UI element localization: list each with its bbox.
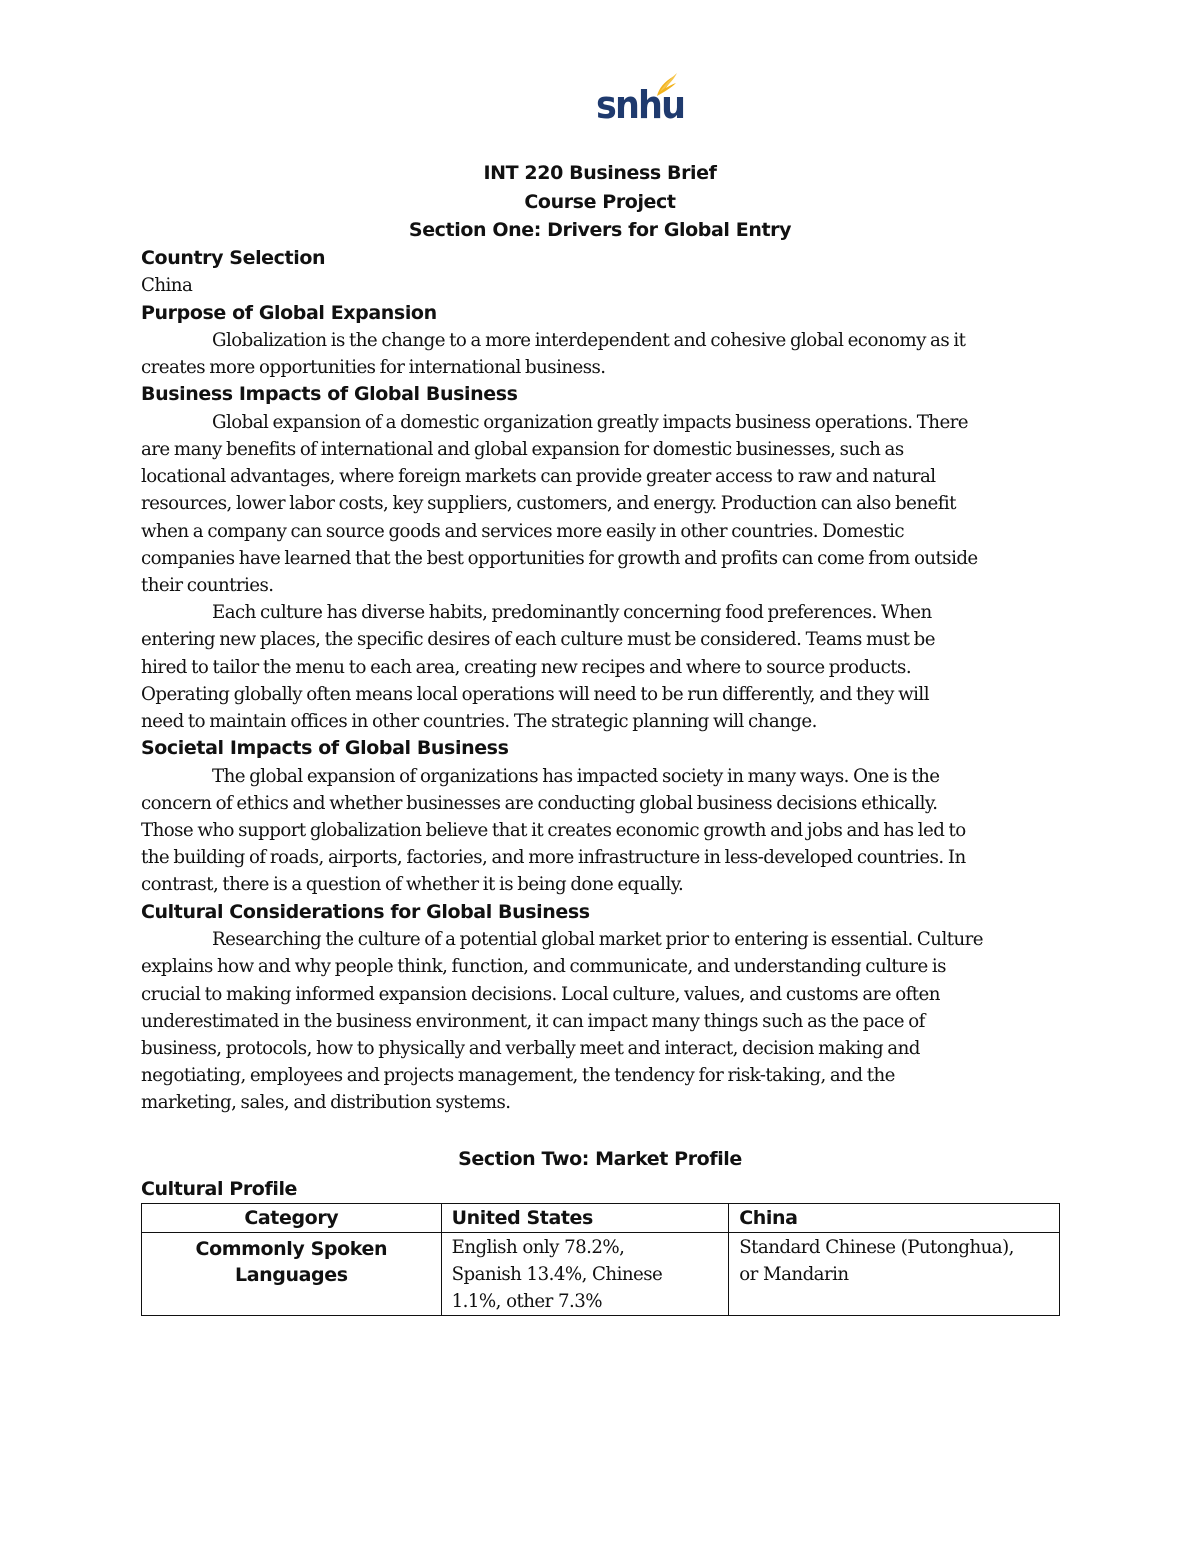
cell-line: or Mandarin: [739, 1263, 849, 1285]
column-header-category: Category: [142, 1204, 442, 1233]
document-header: [141, 159, 1059, 245]
purpose-paragraph: [141, 327, 1059, 381]
section-one-body: [141, 245, 1059, 1117]
paragraph-line: resources, lower labor costs, key suppliers, customers, and energy. Production can also benefit: [141, 493, 956, 515]
section-two-title: Section Two: Market Profile: [458, 1148, 742, 1170]
paragraph-line: are many benefits of international and global expansion for domestic businesses, such as: [141, 439, 904, 461]
cultural-profile-heading: Cultural Profile: [141, 1178, 298, 1200]
paragraph-line: their countries.: [141, 575, 274, 597]
cell-line: Spanish 13.4%, Chinese: [451, 1263, 663, 1285]
column-header-china: China: [729, 1204, 1060, 1233]
paragraph-line: concern of ethics and whether businesses are conducting global business decisions ethically.: [141, 792, 938, 814]
table-row: [142, 1233, 1060, 1316]
united-states-cell: [441, 1233, 729, 1316]
paragraph-line: business, protocols, how to physically and verbally meet and interact, decision making and: [141, 1037, 920, 1059]
snhu-logo: [596, 72, 686, 132]
paragraph-line: entering new places, the specific desires of each culture must be considered. Teams must be: [141, 629, 935, 651]
paragraph-line: need to maintain offices in other countries. The strategic planning will change.: [141, 711, 817, 733]
paragraph-line: hired to tailor the menu to each area, creating new recipes and where to source products.: [141, 656, 912, 678]
cell-line: Standard Chinese (Putonghua),: [739, 1237, 1014, 1258]
cell-line: Languages: [235, 1264, 348, 1286]
paragraph-line: explains how and why people think, function, and communicate, and understanding culture is: [141, 956, 946, 978]
logo-wordmark: snhu: [596, 83, 685, 127]
business-impacts-paragraph-1: [141, 409, 1059, 599]
paragraph-line: Those who support globalization believe that it creates economic growth and jobs and has led to: [141, 820, 966, 842]
cell-line: Commonly Spoken: [195, 1238, 388, 1260]
paragraph-line: marketing, sales, and distribution systems.: [141, 1092, 511, 1114]
country-selection-value: China: [141, 275, 193, 297]
table-header-row: [142, 1204, 1060, 1233]
paragraph-line: crucial to making informed expansion decisions. Local culture, values, and customs are often: [141, 983, 940, 1005]
paragraph-line: Operating globally often means local operations will need to be run differently, and they will: [141, 683, 929, 705]
course-title: INT 220 Business Brief: [483, 162, 717, 184]
paragraph-line: companies have learned that the best opportunities for growth and profits can come from outside: [141, 547, 978, 569]
paragraph-line: when a company can source goods and services more easily in other countries. Domestic: [141, 520, 905, 542]
societal-impacts-heading: Societal Impacts of Global Business: [141, 737, 509, 760]
cultural-profile-table: [141, 1203, 1060, 1316]
paragraph-line: Researching the culture of a potential global market prior to entering is essential. Culture: [212, 929, 984, 951]
category-cell: [142, 1233, 442, 1316]
paragraph-line: negotiating, employees and projects management, the tendency for risk-taking, and the: [141, 1065, 895, 1087]
cultural-considerations-heading: Cultural Considerations for Global Business: [141, 900, 590, 923]
china-cell: [729, 1233, 1060, 1316]
purpose-line: creates more opportunities for international business.: [141, 357, 606, 379]
paragraph-line: Global expansion of a domestic organization greatly impacts business operations. There: [212, 411, 969, 433]
cell-line: English only 78.2%,: [451, 1237, 625, 1258]
project-title: Course Project: [524, 190, 676, 213]
paragraph-line: the building of roads, airports, factories, and more infrastructure in less-developed countries. In: [141, 847, 966, 869]
paragraph-line: The global expansion of organizations has impacted society in many ways. One is the: [212, 765, 940, 787]
paragraph-line: underestimated in the business environment, it can impact many things such as the pace of: [141, 1010, 925, 1032]
purpose-line: Globalization is the change to a more interdependent and cohesive global economy as it: [212, 330, 966, 352]
business-impacts-paragraph-2: [141, 599, 1059, 735]
country-selection-heading: Country Selection: [141, 247, 326, 269]
paragraph-line: Each culture has diverse habits, predominantly concerning food preferences. When: [212, 602, 932, 624]
paragraph-line: locational advantages, where foreign markets can provide greater access to raw and natural: [141, 466, 936, 488]
paragraph-line: contrast, there is a question of whether it is being done equally.: [141, 874, 684, 896]
cell-line: 1.1%, other 7.3%: [451, 1290, 603, 1312]
column-header-united-states: United States: [441, 1204, 729, 1233]
section-one-title: Section One: Drivers for Global Entry: [408, 219, 792, 241]
purpose-heading: Purpose of Global Expansion: [141, 301, 437, 324]
business-impacts-heading: Business Impacts of Global Business: [141, 383, 518, 406]
societal-impacts-paragraph: [141, 763, 1059, 899]
cultural-considerations-paragraph: [141, 926, 1059, 1116]
